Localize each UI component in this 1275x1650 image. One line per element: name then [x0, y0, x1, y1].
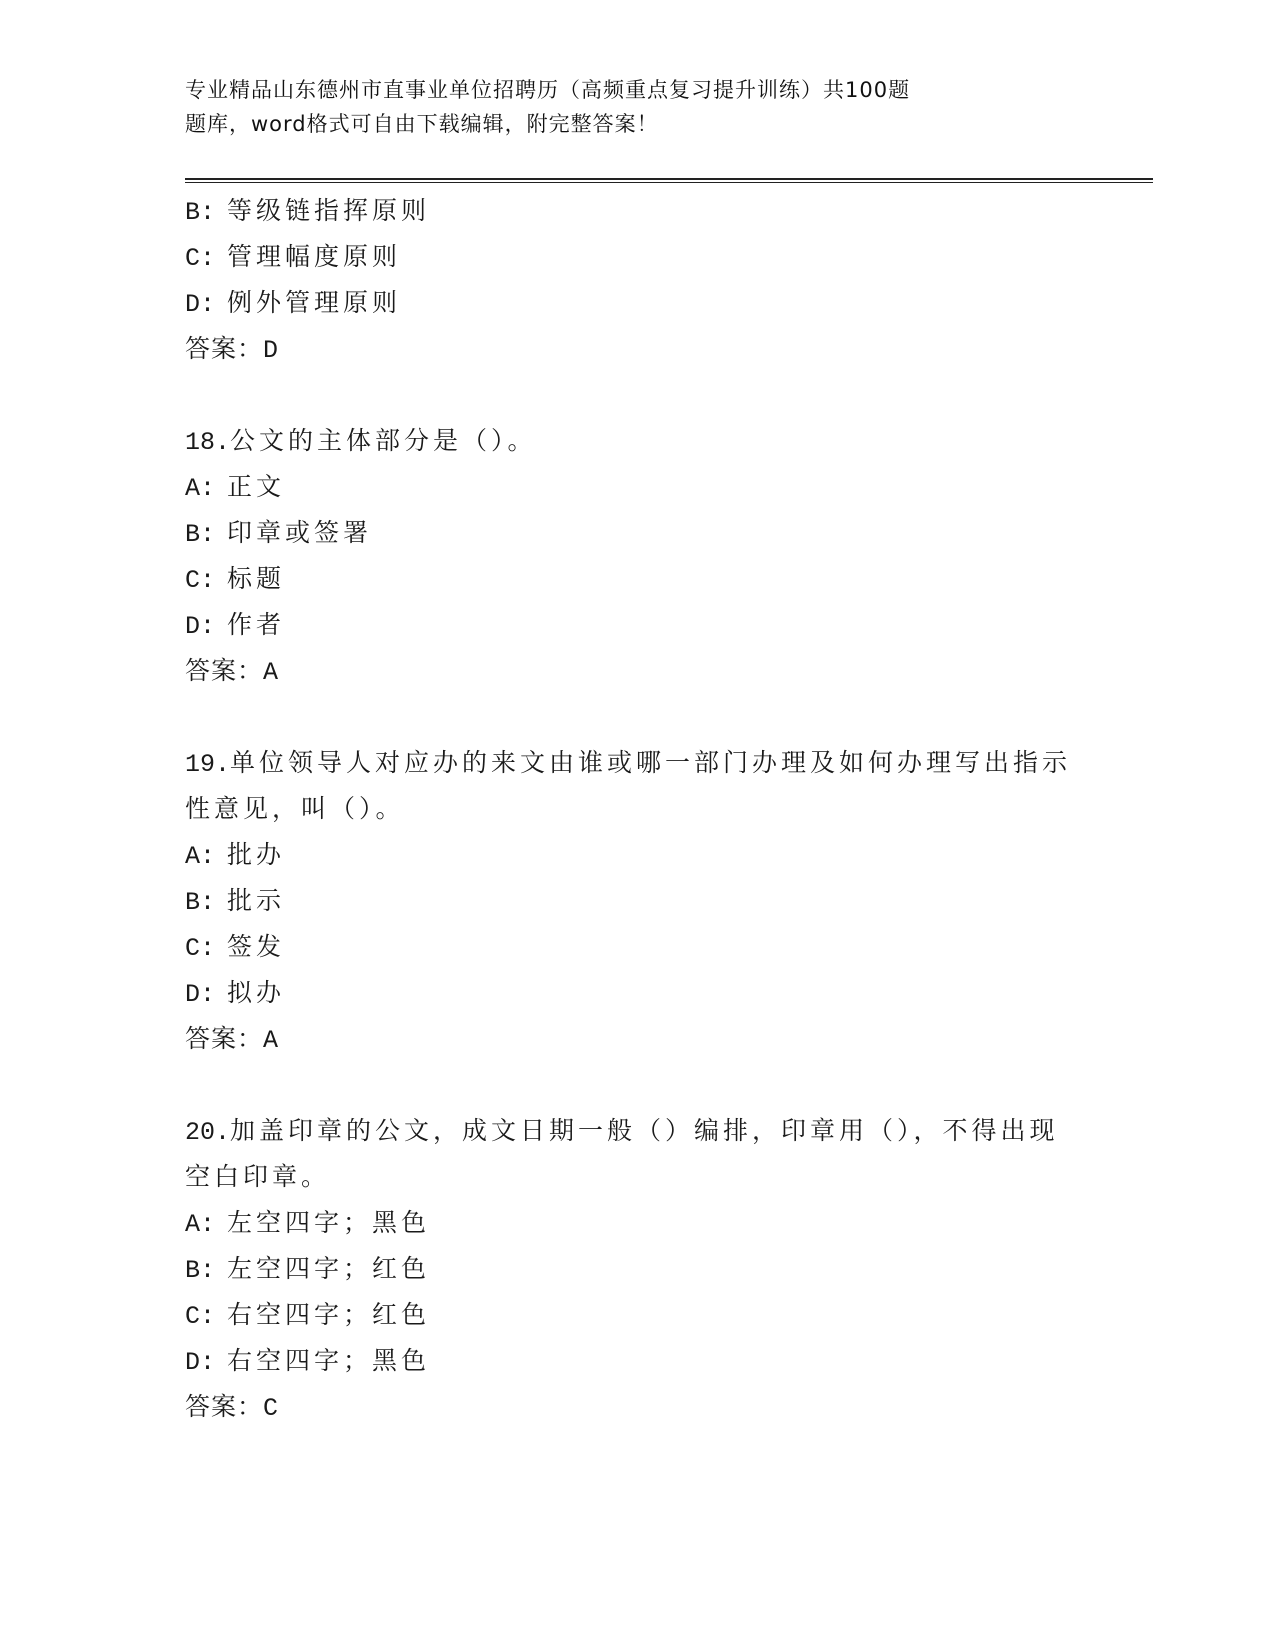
option-c: C: 管理幅度原则 — [185, 242, 401, 273]
question-stem: 20.加盖印章的公文，成文日期一般（）编排，印章用（），不得出现 — [185, 1116, 1059, 1147]
document-header — [185, 73, 1015, 141]
header-line-2: 题库，word格式可自由下载编辑，附完整答案！ — [185, 112, 659, 136]
option-c: C: 标题 — [185, 564, 285, 595]
prev-question-block — [185, 188, 1085, 372]
option-d: D: 作者 — [185, 610, 285, 641]
option-a: A: 正文 — [185, 472, 285, 503]
question-list — [185, 188, 1085, 1430]
question-stem: 18.公文的主体部分是（）。 — [185, 426, 537, 457]
option-d: D: 例外管理原则 — [185, 288, 401, 319]
question-stem: 19.单位领导人对应办的来文由谁或哪一部门办理及如何办理写出指示 — [185, 748, 1072, 779]
answer-line: 答案：A — [185, 1024, 280, 1055]
option-b: B: 印章或签署 — [185, 518, 372, 549]
option-a: A: 左空四字；黑色 — [185, 1208, 430, 1239]
header-line-1: 专业精品山东德州市直事业单位招聘历（高频重点复习提升训练）共100题 — [185, 78, 911, 102]
answer-line: 答案：A — [185, 656, 280, 687]
option-c: C: 签发 — [185, 932, 285, 963]
option-b: B: 等级链指挥原则 — [185, 196, 430, 227]
option-d: D: 右空四字；黑色 — [185, 1346, 430, 1377]
question-19 — [185, 740, 1085, 1062]
question-20 — [185, 1108, 1085, 1430]
option-d: D: 拟办 — [185, 978, 285, 1009]
question-stem-continued: 空白印章。 — [185, 1162, 331, 1191]
answer-line: 答案：C — [185, 1392, 280, 1423]
option-c: C: 右空四字；红色 — [185, 1300, 430, 1331]
option-b: B: 左空四字；红色 — [185, 1254, 430, 1285]
header-divider-thick — [185, 178, 1153, 180]
option-b: B: 批示 — [185, 886, 285, 917]
answer-line: 答案：D — [185, 334, 280, 365]
question-18 — [185, 418, 1085, 694]
option-a: A: 批办 — [185, 840, 285, 871]
header-divider-thin — [185, 182, 1153, 183]
question-stem-continued: 性意见，叫（）。 — [185, 794, 405, 823]
